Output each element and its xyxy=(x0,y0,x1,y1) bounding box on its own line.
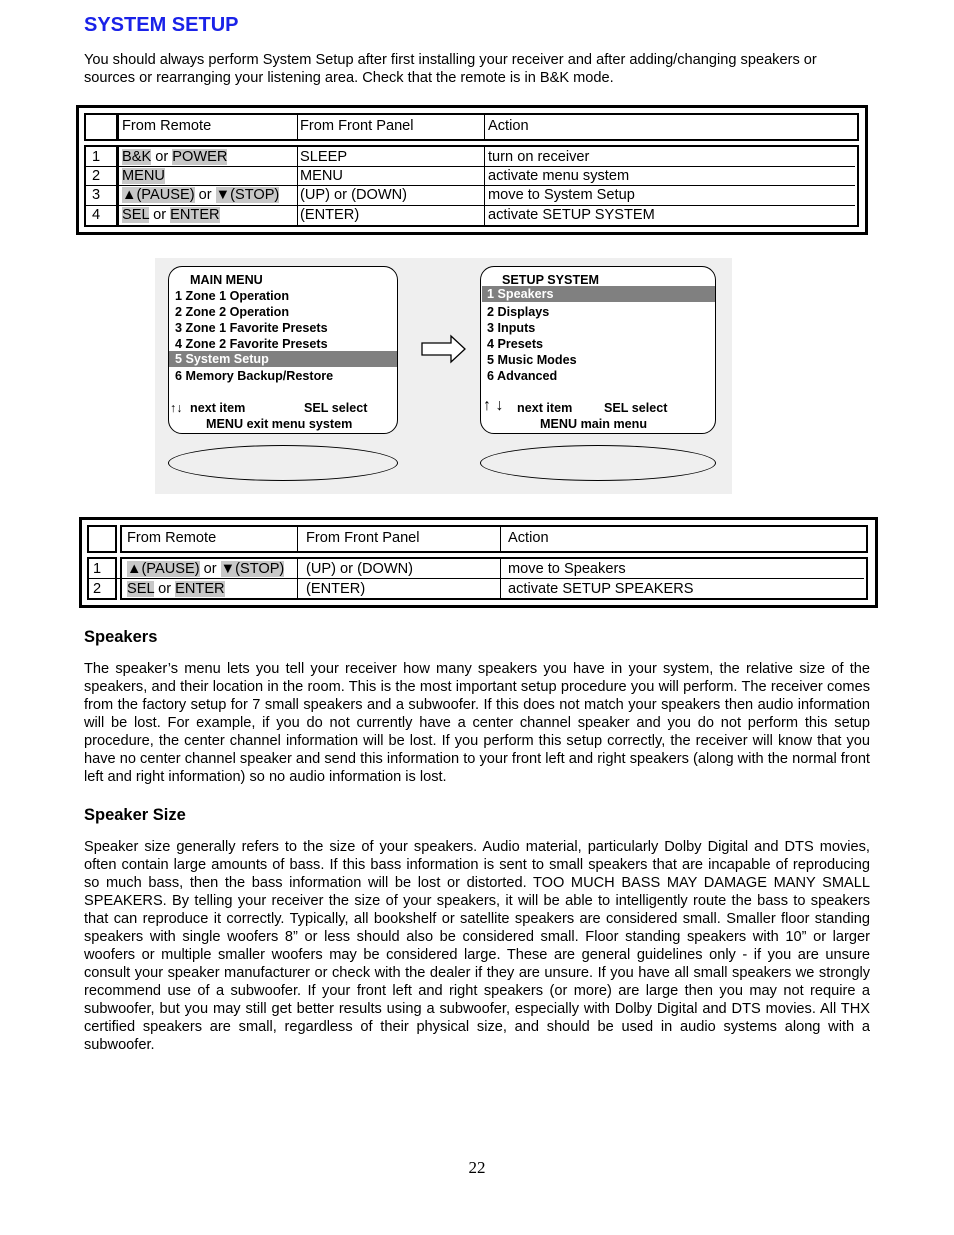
section-heading-speaker-size: Speaker Size xyxy=(84,806,186,824)
or-text: or xyxy=(154,581,176,597)
remote-keys xyxy=(122,206,220,224)
action-text: activate SETUP SYSTEM xyxy=(488,207,655,223)
action-text: move to Speakers xyxy=(508,561,626,577)
header-from-front-panel: From Front Panel xyxy=(300,118,414,134)
speakers-paragraph: The speaker’s menu lets you tell your receiver how many speakers you have in your system, the relative size of the speakers, and their location in the room. This is the most important setup procedure you will perform. The receiver comes from the factory setup for 7 small speakers and a subwoofer. If this does not match your speakers then audio information will be lost. For example, if you do not currently have a center channel speaker and you do not perform this setup procedure, the center channel information will be lost. If you perform this setup correctly, the receiver will know that you have no center channel speaker and send this information to your front left and right speakers (along with the normal front left and right information) so no audio information is lost. xyxy=(84,661,870,785)
right-arrow-icon xyxy=(421,334,467,364)
menu-item: 1 Zone 1 Operation xyxy=(175,289,290,303)
nav-select: SEL select xyxy=(304,401,368,415)
step-number: 2 xyxy=(93,581,102,597)
menu-item: 6 Advanced xyxy=(487,369,558,383)
remote-keys xyxy=(122,167,165,185)
key-label: MENU xyxy=(122,168,165,184)
action-text: activate menu system xyxy=(488,168,630,184)
menu-item-selected: 5 System Setup xyxy=(175,352,269,366)
menu-item: 3 Zone 1 Favorite Presets xyxy=(175,321,328,335)
main-menu-title: MAIN MENU xyxy=(190,273,263,287)
nav-menu-exit: MENU exit menu system xyxy=(206,417,353,431)
nav-select: SEL select xyxy=(604,401,668,415)
or-text: or xyxy=(149,207,171,223)
menu-item-selected: 1 Speakers xyxy=(487,287,554,301)
step-number: 1 xyxy=(92,149,101,165)
front-panel-key: SLEEP xyxy=(300,149,348,165)
menu-item: 6 Memory Backup/Restore xyxy=(175,369,334,383)
menu-item: 3 Inputs xyxy=(487,321,536,335)
header-action: Action xyxy=(488,118,529,134)
key-label: ENTER xyxy=(175,581,225,597)
or-text: or xyxy=(151,149,173,165)
remote-keys xyxy=(127,580,225,598)
table-header-row xyxy=(120,525,868,553)
front-panel-key: (UP) or (DOWN) xyxy=(306,561,414,577)
key-label: ▲(PAUSE) xyxy=(127,561,200,577)
steps-table-1 xyxy=(76,105,868,235)
menu-item: 2 Zone 2 Operation xyxy=(175,305,290,319)
table-corner-box xyxy=(87,525,117,553)
header-action: Action xyxy=(508,530,549,546)
menu-item: 4 Presets xyxy=(487,337,544,351)
step-number: 3 xyxy=(92,187,101,203)
remote-keys xyxy=(122,148,227,166)
menu-item: 4 Zone 2 Favorite Presets xyxy=(175,337,328,351)
section-heading-speakers: Speakers xyxy=(84,628,158,646)
page-title: SYSTEM SETUP xyxy=(84,14,239,36)
remote-keys xyxy=(127,560,284,578)
speaker-size-paragraph: Speaker size generally refers to the size of your speakers. Audio material, particularly Dolby Digital and DTS movies, often contain large amounts of bass. If this bass information is sent to small speakers that are incapable of reproducing so much bass, then the bass information will be lost or distorted. TOO MUCH BASS MAY DAMAGE MANY SMALL SPEAKERS. By telling your receiver the size of your speakers, it will be able to intelligently route the bass to speakers that can reproduce it correctly. Typically, all bookshelf or satellite speakers are considered small. Smaller floor standing speakers with single woofers 8” or less should also be considered small. Floor standing speakers with 10” or larger woofers or multiple smaller woofers may be considered large. These are general guidelines only - if you are unsure consult your speaker manufacturer or check with the dealer if they are unsure. If you have all small speakers we strongly recommend use of a subwoofer. If your front left and right speakers (or more) are large then you may not require a subwoofer, but you may still get better results using a subwoofer, especially with Dolby Digital and DTS movies. All THX certified speakers are small, regardless of their physical size, and should be used in audio systems along with a subwoofer. xyxy=(84,839,870,1053)
or-text: or xyxy=(199,561,221,577)
front-panel-key: MENU xyxy=(300,168,343,184)
action-text: move to System Setup xyxy=(488,187,635,203)
key-label: SEL xyxy=(127,581,155,597)
page-number: 22 xyxy=(468,1158,486,1177)
steps-table-2 xyxy=(79,517,878,608)
key-label: ▼(STOP) xyxy=(220,561,285,577)
front-panel-key: (ENTER) xyxy=(306,581,366,597)
key-label: POWER xyxy=(172,149,228,165)
display-oval-right xyxy=(480,445,716,481)
intro-paragraph: You should always perform System Setup after first installing your receiver and after adding/changing speakers or sources or rearranging your listening area. Check that the remote is in B&K mode. xyxy=(84,52,817,86)
nav-next-item: next item xyxy=(190,401,246,415)
display-oval-left xyxy=(168,445,398,481)
key-label: B&K xyxy=(122,149,152,165)
action-text: turn on receiver xyxy=(488,149,590,165)
or-text: or xyxy=(194,187,216,203)
header-from-remote: From Remote xyxy=(122,118,212,134)
step-number: 2 xyxy=(92,168,101,184)
table-corner-box xyxy=(84,113,118,141)
key-label: SEL xyxy=(122,207,150,223)
nav-menu-main: MENU main menu xyxy=(540,417,648,431)
front-panel-key: (UP) or (DOWN) xyxy=(300,187,408,203)
setup-menu-title: SETUP SYSTEM xyxy=(502,273,600,287)
menu-item: 5 Music Modes xyxy=(487,353,577,367)
key-label: ▲(PAUSE) xyxy=(122,187,195,203)
nav-next-item: next item xyxy=(517,401,573,415)
step-number: 1 xyxy=(93,561,102,577)
front-panel-key: (ENTER) xyxy=(300,207,360,223)
step-number: 4 xyxy=(92,207,101,223)
action-text: activate SETUP SPEAKERS xyxy=(508,581,694,597)
up-down-arrows-icon: ↑ ↓ xyxy=(483,397,504,414)
menu-item: 2 Displays xyxy=(487,305,550,319)
key-label: ▼(STOP) xyxy=(215,187,280,203)
key-label: ENTER xyxy=(170,207,220,223)
header-from-front-panel: From Front Panel xyxy=(306,530,420,546)
remote-keys xyxy=(122,186,279,204)
header-from-remote: From Remote xyxy=(127,530,217,546)
table-num-col xyxy=(84,145,118,227)
up-down-arrows-icon: ↑↓ xyxy=(170,401,183,415)
menu-diagram xyxy=(155,258,732,494)
